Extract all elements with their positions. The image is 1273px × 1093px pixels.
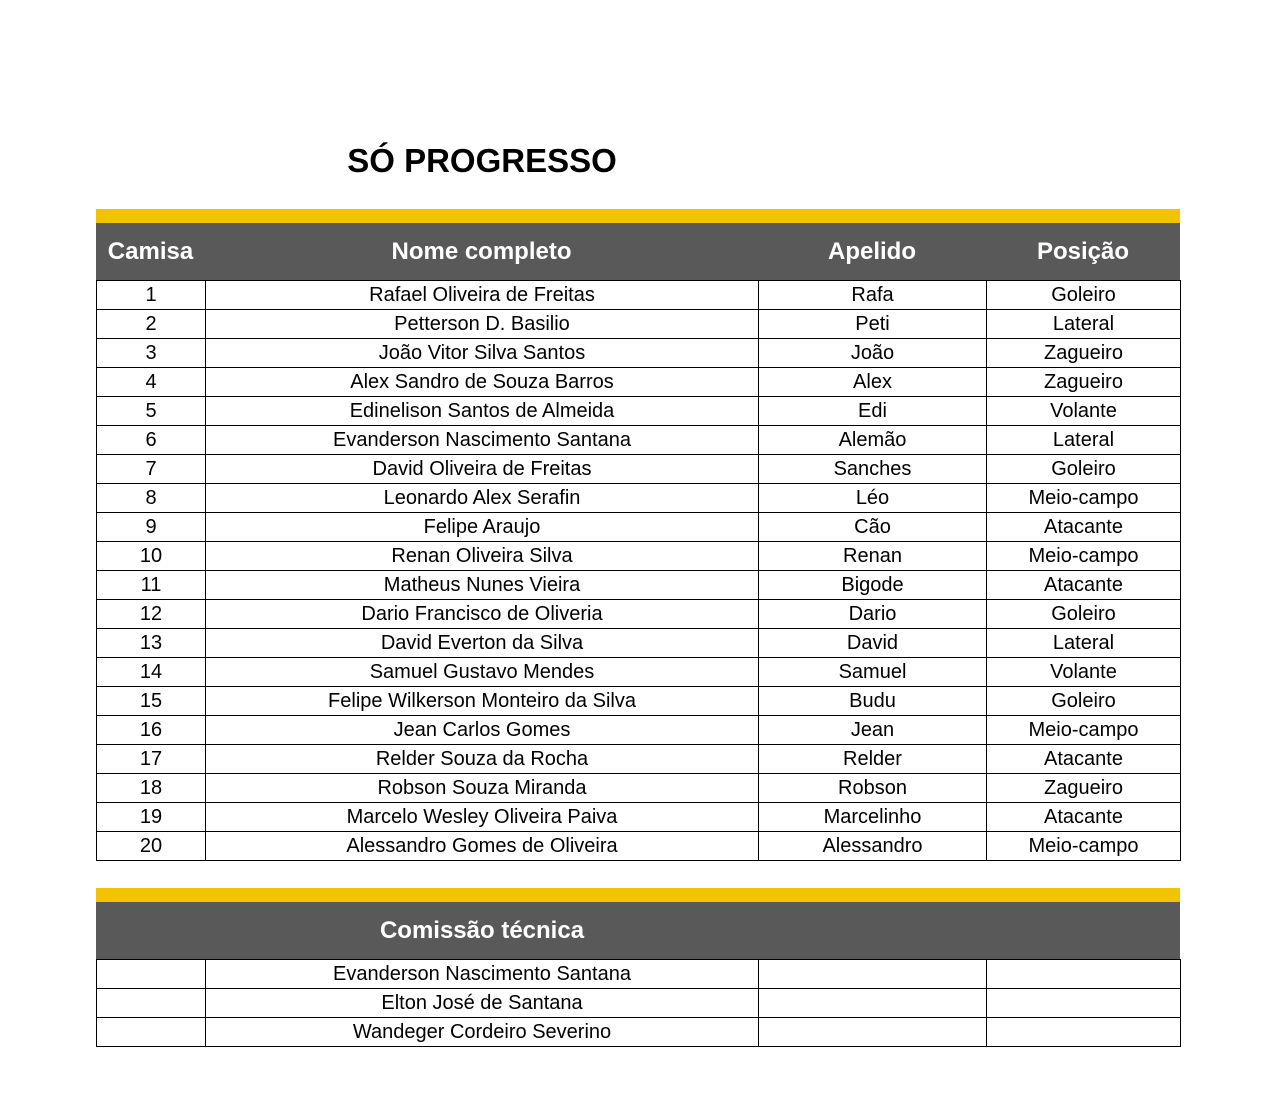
player-nickname: Léo [759, 484, 987, 513]
player-number: 19 [97, 803, 206, 832]
player-position: Zagueiro [987, 339, 1181, 368]
player-full-name: Jean Carlos Gomes [206, 716, 759, 745]
header-full-name: Nome completo [391, 238, 572, 265]
player-position: Volante [987, 397, 1181, 426]
staff-empty-cell [759, 960, 987, 989]
player-row [97, 281, 1181, 310]
staff-accent-bar [96, 888, 1180, 902]
player-full-name: Leonardo Alex Serafin [206, 484, 759, 513]
staff-empty-cell [987, 989, 1181, 1018]
player-number: 1 [97, 281, 206, 310]
player-row [97, 687, 1181, 716]
player-full-name: Felipe Wilkerson Monteiro da Silva [206, 687, 759, 716]
player-number: 4 [97, 368, 206, 397]
staff-row [97, 1018, 1181, 1047]
player-row [97, 803, 1181, 832]
player-position: Volante [987, 658, 1181, 687]
player-nickname: David [759, 629, 987, 658]
player-row [97, 484, 1181, 513]
player-full-name: David Oliveira de Freitas [206, 455, 759, 484]
staff-empty-cell [987, 960, 1181, 989]
player-position: Meio-campo [987, 484, 1181, 513]
player-nickname: Samuel [759, 658, 987, 687]
player-nickname: Relder [759, 745, 987, 774]
player-nickname: Budu [759, 687, 987, 716]
player-full-name: Evanderson Nascimento Santana [206, 426, 759, 455]
player-row [97, 397, 1181, 426]
player-number: 14 [97, 658, 206, 687]
team-title: SÓ PROGRESSO [347, 142, 617, 179]
player-full-name: Dario Francisco de Oliveria [206, 600, 759, 629]
player-number: 16 [97, 716, 206, 745]
player-nickname: Alessandro [759, 832, 987, 861]
player-row [97, 571, 1181, 600]
player-full-name: Robson Souza Miranda [206, 774, 759, 803]
player-nickname: Sanches [759, 455, 987, 484]
roster-header [96, 223, 1180, 280]
player-position: Meio-campo [987, 542, 1181, 571]
player-full-name: Renan Oliveira Silva [206, 542, 759, 571]
player-nickname: Robson [759, 774, 987, 803]
staff-empty-cell [97, 1018, 206, 1047]
player-number: 7 [97, 455, 206, 484]
player-full-name: João Vitor Silva Santos [206, 339, 759, 368]
player-position: Goleiro [987, 600, 1181, 629]
player-row [97, 658, 1181, 687]
player-number: 2 [97, 310, 206, 339]
player-full-name: Matheus Nunes Vieira [206, 571, 759, 600]
player-nickname: Renan [759, 542, 987, 571]
player-row [97, 542, 1181, 571]
staff-title: Comissão técnica [379, 917, 585, 944]
player-full-name: Edinelison Santos de Almeida [206, 397, 759, 426]
roster-body [97, 281, 1181, 861]
player-row [97, 600, 1181, 629]
staff-empty-cell [97, 989, 206, 1018]
player-number: 15 [97, 687, 206, 716]
player-position: Lateral [987, 310, 1181, 339]
player-full-name: Samuel Gustavo Mendes [206, 658, 759, 687]
staff-name: Wandeger Cordeiro Severino [206, 1018, 759, 1047]
header-nickname: Apelido [828, 238, 916, 265]
player-row [97, 455, 1181, 484]
player-nickname: Alemão [759, 426, 987, 455]
staff-row [97, 989, 1181, 1018]
player-position: Lateral [987, 426, 1181, 455]
player-number: 6 [97, 426, 206, 455]
player-position: Meio-campo [987, 716, 1181, 745]
player-nickname: Marcelinho [759, 803, 987, 832]
player-number: 8 [97, 484, 206, 513]
player-nickname: Alex [759, 368, 987, 397]
player-nickname: Jean [759, 716, 987, 745]
roster-accent-bar [96, 209, 1180, 223]
player-nickname: Edi [759, 397, 987, 426]
player-row [97, 368, 1181, 397]
player-full-name: David Everton da Silva [206, 629, 759, 658]
player-position: Goleiro [987, 687, 1181, 716]
staff-header [96, 902, 1180, 959]
staff-table [96, 959, 1181, 1047]
player-number: 3 [97, 339, 206, 368]
header-position: Posição [1036, 238, 1130, 265]
player-row [97, 774, 1181, 803]
player-nickname: Peti [759, 310, 987, 339]
player-nickname: Bigode [759, 571, 987, 600]
staff-body [97, 960, 1181, 1047]
player-position: Atacante [987, 803, 1181, 832]
staff-row [97, 960, 1181, 989]
player-position: Atacante [987, 745, 1181, 774]
player-position: Atacante [987, 513, 1181, 542]
player-number: 11 [97, 571, 206, 600]
player-full-name: Alessandro Gomes de Oliveira [206, 832, 759, 861]
player-row [97, 716, 1181, 745]
staff-empty-cell [987, 1018, 1181, 1047]
player-row [97, 832, 1181, 861]
header-number: Camisa [107, 238, 194, 265]
player-number: 13 [97, 629, 206, 658]
player-position: Zagueiro [987, 368, 1181, 397]
player-number: 12 [97, 600, 206, 629]
player-row [97, 513, 1181, 542]
player-full-name: Marcelo Wesley Oliveira Paiva [206, 803, 759, 832]
player-row [97, 426, 1181, 455]
player-number: 18 [97, 774, 206, 803]
player-nickname: Cão [759, 513, 987, 542]
player-number: 9 [97, 513, 206, 542]
player-number: 5 [97, 397, 206, 426]
player-full-name: Relder Souza da Rocha [206, 745, 759, 774]
player-full-name: Rafael Oliveira de Freitas [206, 281, 759, 310]
staff-name: Elton José de Santana [206, 989, 759, 1018]
player-position: Goleiro [987, 455, 1181, 484]
staff-empty-cell [759, 1018, 987, 1047]
player-full-name: Felipe Araujo [206, 513, 759, 542]
player-position: Goleiro [987, 281, 1181, 310]
player-number: 10 [97, 542, 206, 571]
player-position: Lateral [987, 629, 1181, 658]
player-row [97, 745, 1181, 774]
staff-empty-cell [759, 989, 987, 1018]
player-row [97, 629, 1181, 658]
player-position: Meio-campo [987, 832, 1181, 861]
player-number: 20 [97, 832, 206, 861]
player-nickname: João [759, 339, 987, 368]
roster-table [96, 280, 1181, 861]
player-full-name: Alex Sandro de Souza Barros [206, 368, 759, 397]
player-full-name: Petterson D. Basilio [206, 310, 759, 339]
staff-empty-cell [97, 960, 206, 989]
player-nickname: Dario [759, 600, 987, 629]
player-row [97, 310, 1181, 339]
player-number: 17 [97, 745, 206, 774]
player-position: Atacante [987, 571, 1181, 600]
staff-name: Evanderson Nascimento Santana [206, 960, 759, 989]
player-nickname: Rafa [759, 281, 987, 310]
player-row [97, 339, 1181, 368]
player-position: Zagueiro [987, 774, 1181, 803]
